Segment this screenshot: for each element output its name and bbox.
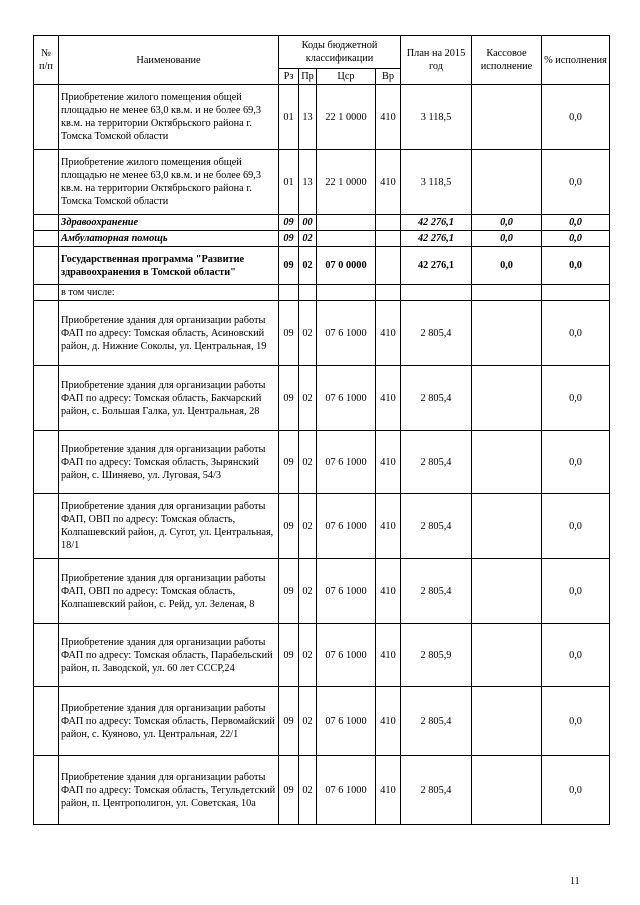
cell-pct: 0,0 (542, 494, 610, 559)
cell-cash (472, 366, 542, 431)
cell-plan: 2 805,4 (401, 559, 472, 624)
cell-pct: 0,0 (542, 231, 610, 247)
header-num: № п/п (34, 36, 59, 85)
cell-rz: 01 (279, 150, 299, 215)
cell-num (34, 215, 59, 231)
cell-pr: 02 (299, 366, 317, 431)
table-row (34, 431, 610, 494)
cell-csr (317, 285, 376, 301)
header-csr: Цср (317, 69, 376, 85)
cell-plan: 2 805,4 (401, 494, 472, 559)
cell-num (34, 85, 59, 150)
cell-name: в том числе: (59, 285, 279, 301)
table-row-section (34, 215, 610, 231)
header-pct: % исполнения (542, 36, 610, 85)
table-row-program (34, 247, 610, 285)
cell-pr: 02 (299, 231, 317, 247)
cell-rz: 09 (279, 756, 299, 825)
cell-cash (472, 494, 542, 559)
cell-cash (472, 756, 542, 825)
cell-csr: 07 6 1000 (317, 494, 376, 559)
cell-vr (376, 247, 401, 285)
cell-pr: 02 (299, 301, 317, 366)
cell-rz: 09 (279, 431, 299, 494)
header-plan: План на 2015 год (401, 36, 472, 85)
cell-csr: 07 6 1000 (317, 756, 376, 825)
header-cash: Кассовое исполнение (472, 36, 542, 85)
table-row (34, 687, 610, 756)
cell-vr: 410 (376, 431, 401, 494)
cell-plan: 3 118,5 (401, 150, 472, 215)
cell-plan: 42 276,1 (401, 215, 472, 231)
cell-pr: 02 (299, 494, 317, 559)
table-row (34, 494, 610, 559)
cell-num (34, 285, 59, 301)
cell-pr: 13 (299, 150, 317, 215)
cell-rz: 09 (279, 559, 299, 624)
budget-execution-table (33, 35, 610, 825)
cell-csr: 07 0 0000 (317, 247, 376, 285)
cell-pr: 02 (299, 756, 317, 825)
cell-vr: 410 (376, 559, 401, 624)
cell-vr: 410 (376, 150, 401, 215)
cell-cash (472, 85, 542, 150)
cell-name: Приобретение здания для организации работы ФАП по адресу: Томская область, Тегульдетский район, п. Центрополигон, ул. Советская, 10а (59, 756, 279, 825)
cell-pct: 0,0 (542, 756, 610, 825)
cell-pr: 02 (299, 247, 317, 285)
cell-rz: 01 (279, 85, 299, 150)
cell-plan: 2 805,4 (401, 756, 472, 825)
cell-plan: 42 276,1 (401, 247, 472, 285)
cell-pr: 00 (299, 215, 317, 231)
cell-csr: 07 6 1000 (317, 431, 376, 494)
cell-pr: 02 (299, 624, 317, 687)
cell-vr (376, 215, 401, 231)
table-row (34, 624, 610, 687)
cell-name: Приобретение здания для организации работы ФАП по адресу: Томская область, Зырянский район, с. Шиняево, ул. Луговая, 54/3 (59, 431, 279, 494)
cell-cash (472, 431, 542, 494)
cell-num (34, 624, 59, 687)
cell-num (34, 756, 59, 825)
cell-pct (542, 285, 610, 301)
cell-name: Приобретение здания для организации работы ФАП по адресу: Томская область, Первомайский район, с. Куяново, ул. Центральная, 22/1 (59, 687, 279, 756)
cell-name: Приобретение здания для организации работы ФАП по адресу: Томская область, Парабельский район, п. Заводской, ул. 60 лет СССР,24 (59, 624, 279, 687)
table-row-subsection (34, 231, 610, 247)
cell-csr: 22 1 0000 (317, 85, 376, 150)
cell-cash (472, 285, 542, 301)
cell-name: Приобретение здания для организации работы ФАП по адресу: Томская область, Бакчарский район, с. Большая Галка, ул. Центральная, 28 (59, 366, 279, 431)
cell-cash (472, 687, 542, 756)
cell-rz: 09 (279, 687, 299, 756)
cell-num (34, 301, 59, 366)
cell-rz: 09 (279, 247, 299, 285)
table-row (34, 85, 610, 150)
header-codes: Коды бюджетной классификации (279, 36, 401, 69)
cell-csr (317, 231, 376, 247)
header-name: Наименование (59, 36, 279, 85)
cell-name: Приобретение здания для организации работы ФАП, ОВП по адресу: Томская область, Колпашевский район, д. Сугот, ул. Центральная, 18/1 (59, 494, 279, 559)
cell-name: Амбулаторная помощь (59, 231, 279, 247)
cell-plan: 2 805,9 (401, 624, 472, 687)
cell-num (34, 247, 59, 285)
cell-num (34, 687, 59, 756)
table-row (34, 366, 610, 431)
cell-cash (472, 301, 542, 366)
cell-rz: 09 (279, 231, 299, 247)
cell-cash (472, 624, 542, 687)
cell-name: Приобретение жилого помещения общей площадью не менее 63,0 кв.м. и не более 69,3 кв.м. на территории Октябрьского района г. Томска Томской области (59, 85, 279, 150)
cell-pr: 02 (299, 687, 317, 756)
cell-rz: 09 (279, 494, 299, 559)
cell-plan: 2 805,4 (401, 687, 472, 756)
cell-csr: 07 6 1000 (317, 624, 376, 687)
cell-vr: 410 (376, 624, 401, 687)
cell-csr (317, 215, 376, 231)
cell-num (34, 431, 59, 494)
cell-vr: 410 (376, 301, 401, 366)
cell-cash (472, 150, 542, 215)
cell-csr: 07 6 1000 (317, 687, 376, 756)
cell-pr (299, 285, 317, 301)
table-row (34, 756, 610, 825)
cell-name: Здравоохранение (59, 215, 279, 231)
cell-pct: 0,0 (542, 85, 610, 150)
cell-pct: 0,0 (542, 150, 610, 215)
header-pr: Пр (299, 69, 317, 85)
cell-vr (376, 285, 401, 301)
cell-csr: 22 1 0000 (317, 150, 376, 215)
cell-pct: 0,0 (542, 431, 610, 494)
cell-pr: 13 (299, 85, 317, 150)
cell-plan: 2 805,4 (401, 366, 472, 431)
cell-rz: 09 (279, 624, 299, 687)
table-row (34, 301, 610, 366)
cell-num (34, 494, 59, 559)
cell-csr: 07 6 1000 (317, 559, 376, 624)
cell-csr: 07 6 1000 (317, 366, 376, 431)
cell-name: Приобретение жилого помещения общей площадью не менее 63,0 кв.м. и не более 69,3 кв.м. на территории Октябрьского района г. Томска Томской области (59, 150, 279, 215)
cell-vr: 410 (376, 366, 401, 431)
cell-name: Приобретение здания для организации работы ФАП по адресу: Томская область, Асиновский район, д. Нижние Соколы, ул. Центральная, 19 (59, 301, 279, 366)
cell-cash: 0,0 (472, 215, 542, 231)
cell-vr: 410 (376, 494, 401, 559)
cell-plan: 42 276,1 (401, 231, 472, 247)
cell-vr (376, 231, 401, 247)
cell-pct: 0,0 (542, 624, 610, 687)
cell-name: Государственная программа "Развитие здравоохранения в Томской области" (59, 247, 279, 285)
page-number: 11 (570, 876, 580, 887)
cell-pr: 02 (299, 431, 317, 494)
cell-pct: 0,0 (542, 247, 610, 285)
cell-name: Приобретение здания для организации работы ФАП, ОВП по адресу: Томская область, Колпашевский район, с. Рейд, ул. Зеленая, 8 (59, 559, 279, 624)
cell-num (34, 559, 59, 624)
cell-vr: 410 (376, 687, 401, 756)
table-row (34, 559, 610, 624)
cell-rz: 09 (279, 215, 299, 231)
table-row-including (34, 285, 610, 301)
cell-plan: 2 805,4 (401, 431, 472, 494)
cell-plan: 3 118,5 (401, 85, 472, 150)
cell-rz (279, 285, 299, 301)
cell-num (34, 366, 59, 431)
cell-cash: 0,0 (472, 231, 542, 247)
header-vr: Вр (376, 69, 401, 85)
cell-plan: 2 805,4 (401, 301, 472, 366)
cell-csr: 07 6 1000 (317, 301, 376, 366)
table-row (34, 150, 610, 215)
cell-vr: 410 (376, 85, 401, 150)
header-rz: Рз (279, 69, 299, 85)
cell-pct: 0,0 (542, 559, 610, 624)
cell-pr: 02 (299, 559, 317, 624)
cell-plan (401, 285, 472, 301)
cell-rz: 09 (279, 301, 299, 366)
cell-pct: 0,0 (542, 215, 610, 231)
cell-pct: 0,0 (542, 366, 610, 431)
cell-rz: 09 (279, 366, 299, 431)
cell-vr: 410 (376, 756, 401, 825)
cell-cash (472, 559, 542, 624)
cell-pct: 0,0 (542, 301, 610, 366)
cell-num (34, 231, 59, 247)
cell-num (34, 150, 59, 215)
cell-pct: 0,0 (542, 687, 610, 756)
cell-cash: 0,0 (472, 247, 542, 285)
